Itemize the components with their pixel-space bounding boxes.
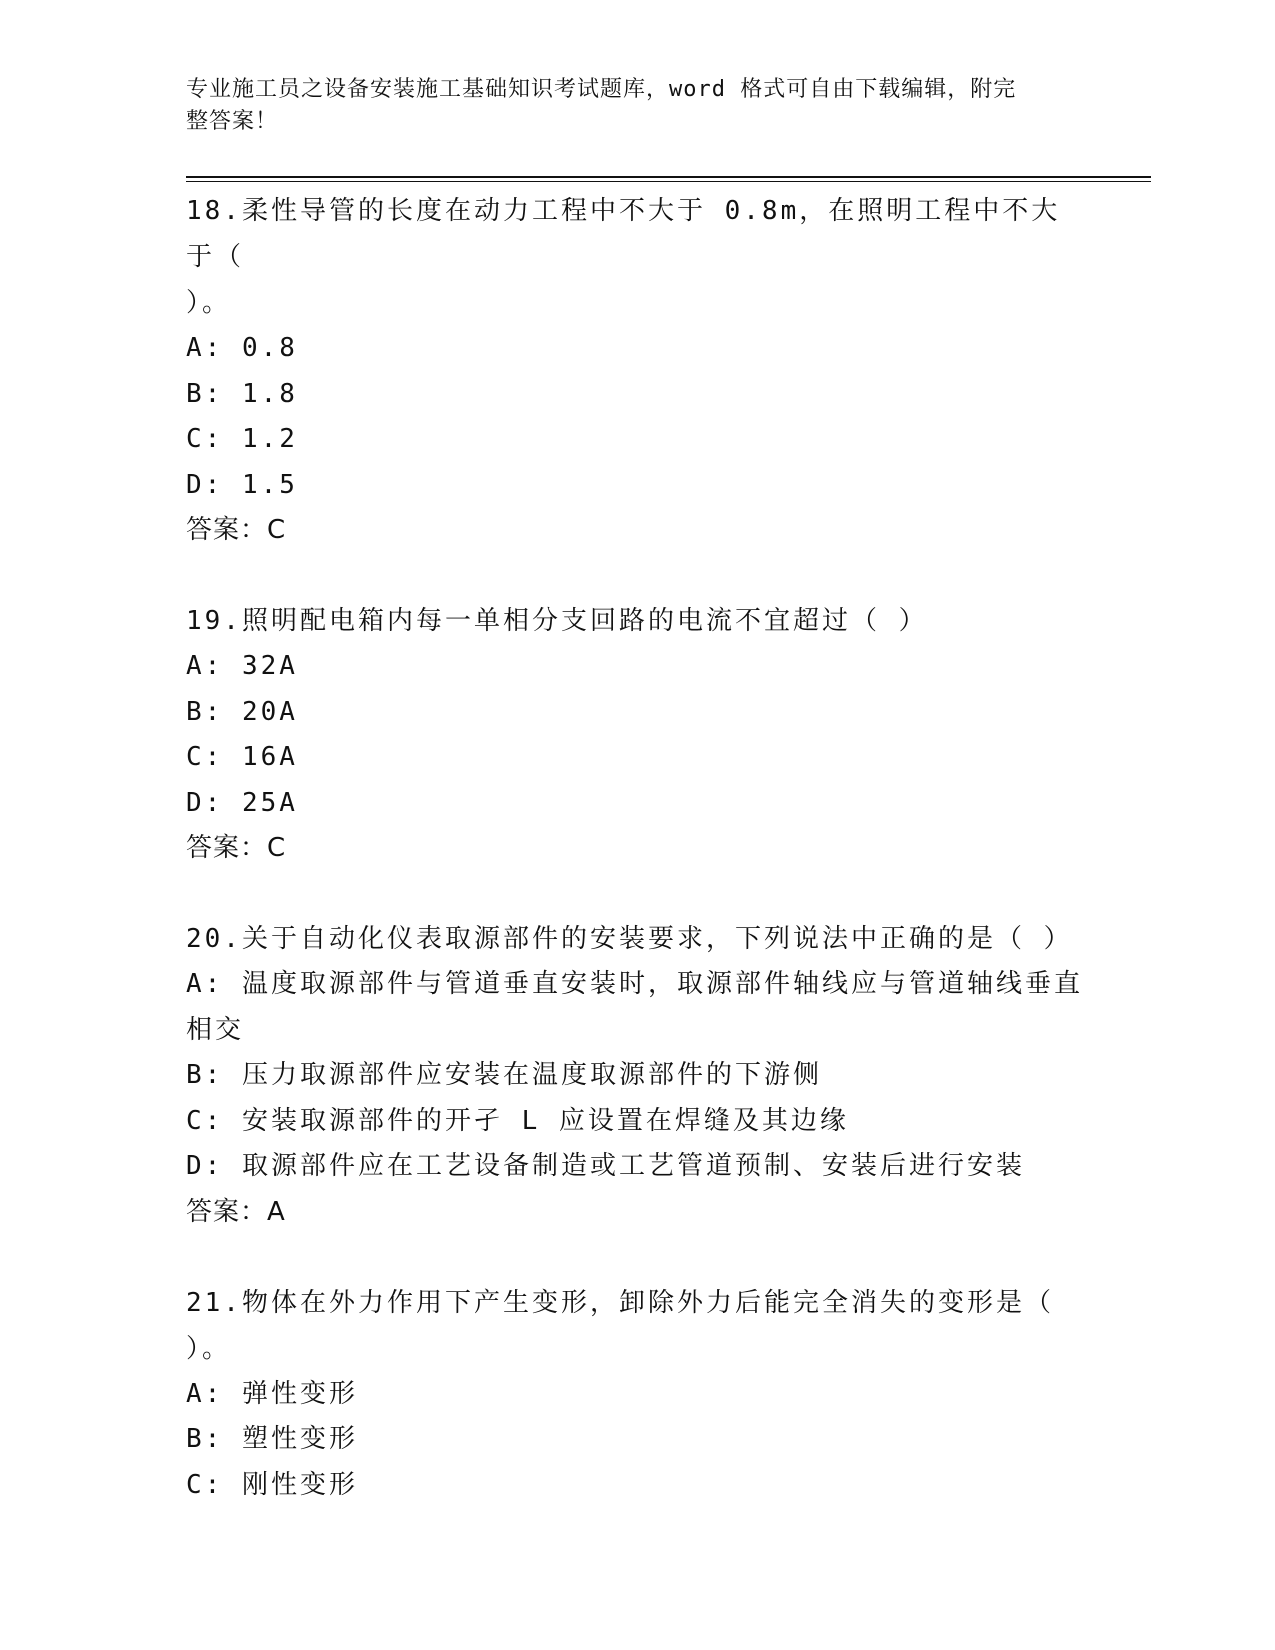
header-divider-thin <box>186 181 1151 182</box>
option-a: A: 弹性变形 <box>186 1378 358 1409</box>
question-stem-continued: ）。 <box>186 1333 232 1364</box>
answer-line: 答案：C <box>186 515 287 545</box>
question-spacer <box>186 871 1086 916</box>
header-line: 整答案！ <box>186 109 279 134</box>
question-19 <box>186 598 1086 871</box>
answer-line: 答案：C <box>186 833 287 863</box>
answer-line: 答案：A <box>186 1196 286 1227</box>
question-spacer <box>186 1235 1086 1280</box>
option-c: C: 16A <box>186 742 298 772</box>
question-stem: 18.柔性导管的长度在动力工程中不大于 0.8m，在照明工程中不大于（ <box>186 196 1061 272</box>
question-stem: 21.物体在外力作用下产生变形，卸除外力后能完全消失的变形是（ <box>186 1287 1054 1318</box>
document-header <box>186 74 1066 138</box>
option-c: C: 刚性变形 <box>186 1469 358 1500</box>
header-divider-thick <box>186 176 1151 178</box>
option-d: D: 1.5 <box>186 469 298 500</box>
question-spacer <box>186 553 1086 598</box>
option-a: A: 温度取源部件与管道垂直安装时，取源部件轴线应与管道轴线垂直 <box>186 969 1083 999</box>
question-list <box>186 188 1086 1508</box>
option-c: C: 1.2 <box>186 424 298 454</box>
question-21 <box>186 1280 1086 1509</box>
header-line: 专业施工员之设备安装施工基础知识考试题库，word 格式可自由下载编辑，附完 <box>186 77 1017 102</box>
option-b: B: 压力取源部件应安装在温度取源部件的下游侧 <box>186 1060 822 1090</box>
question-stem: 20.关于自动化仪表取源部件的安装要求，下列说法中正确的是（ ） <box>186 924 1073 954</box>
option-d: D: 25A <box>186 787 298 818</box>
option-a: A: 32A <box>186 651 298 681</box>
question-18 <box>186 188 1086 553</box>
option-d: D: 取源部件应在工艺设备制造或工艺管道预制、安装后进行安装 <box>186 1151 1025 1181</box>
option-a-continued: 相交 <box>186 1014 245 1045</box>
option-b: B: 20A <box>186 696 298 727</box>
question-stem-continued: ）。 <box>186 288 232 318</box>
question-stem: 19.照明配电箱内每一单相分支回路的电流不宜超过（ ） <box>186 606 928 636</box>
option-c: C: 安装取源部件的开孑 L 应设置在焊缝及其边缘 <box>186 1105 849 1136</box>
option-a: A: 0.8 <box>186 333 298 363</box>
option-b: B: 1.8 <box>186 378 298 409</box>
question-20 <box>186 916 1086 1235</box>
option-b: B: 塑性变形 <box>186 1424 358 1454</box>
